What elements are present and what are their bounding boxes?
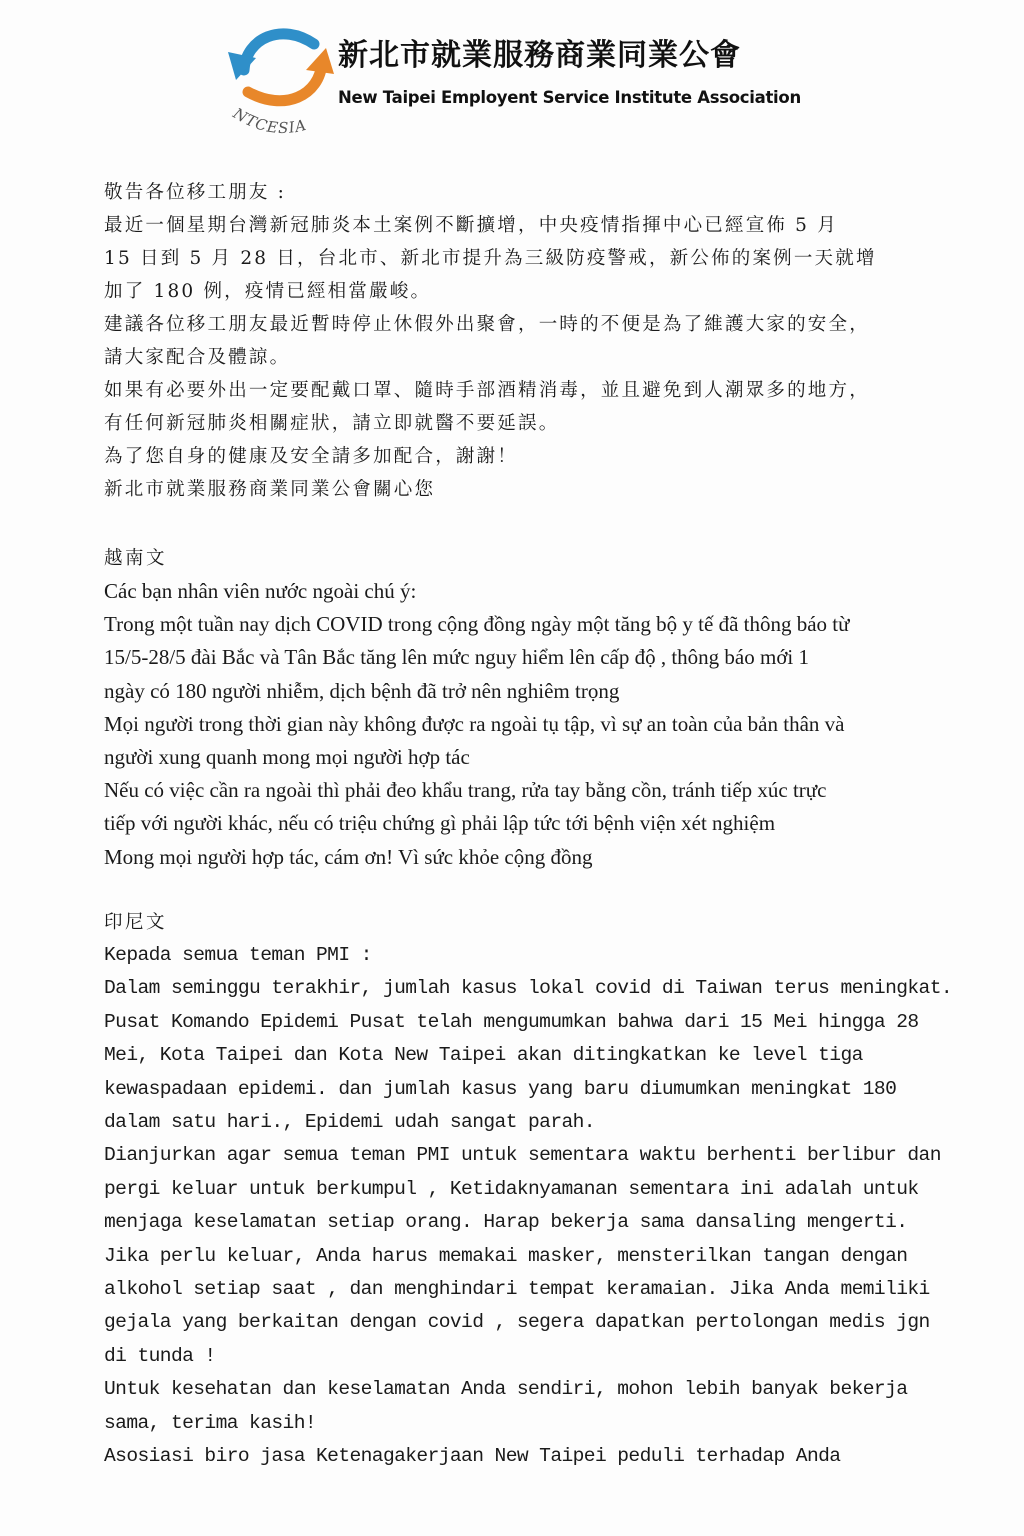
- vietnamese-notice: [104, 575, 924, 874]
- chinese-line: 有任何新冠肺炎相關症狀，請立即就醫不要延誤。: [104, 413, 560, 434]
- indonesian-line: Dianjurkan agar semua teman PMI untuk sementara waktu berhenti berlibur dan: [104, 1144, 941, 1167]
- vietnamese-heading: 越南文: [104, 548, 168, 569]
- ntcesia-logo-text: [228, 108, 338, 148]
- vietnamese-line: người xung quanh mong mọi người hợp tác: [104, 745, 470, 770]
- vietnamese-line: tiếp với người khác, nếu có triệu chứng gì phải lập tức tới bệnh viện xét nghiệm: [104, 811, 776, 836]
- chinese-line: 最近一個星期台灣新冠肺炎本土案例不斷擴增，中央疫情指揮中心已經宣佈 5 月: [104, 215, 838, 236]
- org-name-english: New Taipei Employent Service Institute Association: [338, 88, 801, 107]
- vietnamese-line: Mong mọi người hợp tác, cám ơn! Vì sức khỏe cộng đồng: [104, 844, 593, 869]
- indonesian-line: kewaspadaan epidemi. dan jumlah kasus yang baru diumumkan meningkat 180: [104, 1077, 897, 1100]
- chinese-notice: [104, 176, 924, 506]
- vietnamese-line: Trong một tuần nay dịch COVID trong cộng đồng ngày một tăng bộ y tế đã thông báo từ: [104, 612, 850, 637]
- chinese-line: 為了您自身的健康及安全請多加配合，謝謝！: [104, 446, 519, 467]
- vietnamese-line: ngày có 180 người nhiễm, dịch bệnh đã trở nên nghiêm trọng: [104, 678, 620, 703]
- chinese-line: 加了 180 例，疫情已經相當嚴峻。: [104, 281, 432, 302]
- indonesian-line: pergi keluar untuk berkumpul , Ketidaknyamanan sementara ini adalah untuk: [104, 1177, 919, 1200]
- vietnamese-line: 15/5-28/5 đài Bắc và Tân Bắc tăng lên mức nguy hiểm lên cấp độ , thông báo mới 1: [104, 645, 810, 670]
- indonesian-line: Mei, Kota Taipei dan Kota New Taipei akan ditingkatkan ke level tiga: [104, 1044, 863, 1067]
- indonesian-line: sama, terima kasih!: [104, 1411, 317, 1434]
- indonesian-line: di tunda !: [104, 1344, 216, 1367]
- indonesian-line: Asosiasi biro jasa Ketenagakerjaan New Taipei peduli terhadap Anda: [104, 1445, 841, 1468]
- vietnamese-line: Mọi người trong thời gian này không được ra ngoài tụ tập, vì sự an toàn của bản thân và: [104, 711, 845, 736]
- svg-text:NTCESIA: NTCESIA: [229, 108, 309, 138]
- org-name-chinese: 新北市就業服務商業同業公會: [338, 38, 741, 73]
- chinese-line: 建議各位移工朋友最近暫時停止休假外出聚會，一時的不便是為了維護大家的安全，: [104, 314, 870, 335]
- vietnamese-line: Nếu có việc cần ra ngoài thì phải đeo khẩu trang, rửa tay bằng cồn, tránh tiếp xúc trực: [104, 778, 827, 803]
- letterhead: [222, 8, 801, 148]
- indonesian-line: Dalam seminggu terakhir, jumlah kasus lokal covid di Taiwan terus meningkat.: [104, 977, 953, 1000]
- chinese-line: 敬告各位移工朋友 :: [104, 182, 287, 203]
- indonesian-line: dalam satu hari., Epidemi udah sangat parah.: [104, 1111, 595, 1134]
- indonesian-line: alkohol setiap saat , dan menghindari tempat keramaian. Jika Anda memiliki: [104, 1278, 930, 1301]
- indonesian-notice: [104, 939, 953, 1474]
- indonesian-line: menjaga keselamatan setiap orang. Harap bekerja sama dansaling mengerti.: [104, 1211, 908, 1234]
- chinese-line: 請大家配合及體諒。: [104, 347, 291, 368]
- indonesian-line: gejala yang berkaitan dengan covid , segera dapatkan pertolongan medis jgn: [104, 1311, 930, 1334]
- chinese-line: 新北市就業服務商業同業公會關心您: [104, 479, 436, 500]
- indonesian-line: Kepada semua teman PMI :: [104, 944, 372, 966]
- indonesian-heading: 印尼文: [104, 912, 168, 933]
- vietnamese-line: Các bạn nhân viên nước ngoài chú ý:: [104, 579, 417, 603]
- chinese-line: 如果有必要外出一定要配戴口罩、隨時手部酒精消毒，並且避免到人潮眾多的地方，: [104, 380, 870, 401]
- chinese-line: 15 日到 5 月 28 日，台北市、新北市提升為三級防疫警戒，新公佈的案例一天就增: [104, 248, 877, 269]
- indonesian-line: Jika perlu keluar, Anda harus memakai masker, mensterilkan tangan dengan: [104, 1244, 908, 1267]
- indonesian-line: Untuk kesehatan dan keselamatan Anda sendiri, mohon lebih banyak bekerja: [104, 1378, 908, 1401]
- indonesian-line: Pusat Komando Epidemi Pusat telah mengumumkan bahwa dari 15 Mei hingga 28: [104, 1010, 919, 1033]
